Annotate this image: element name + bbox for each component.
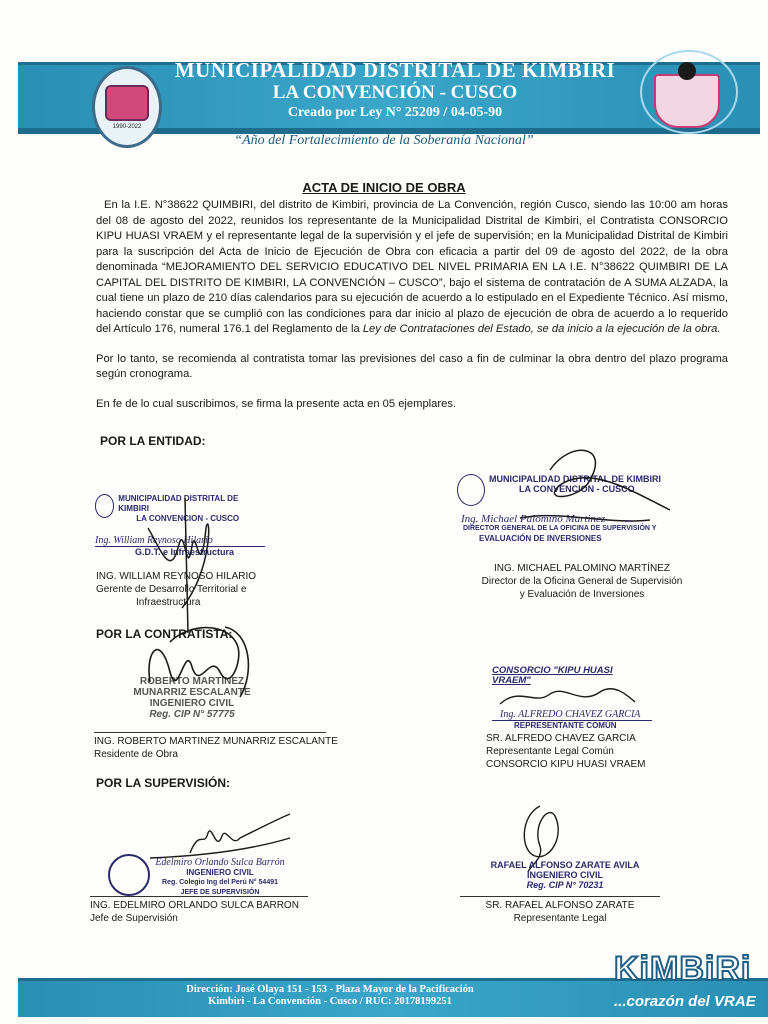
kimbiri-slogan: ...corazón del VRAE — [614, 993, 756, 1010]
stamp-role: EVALUACIÓN DE INVERSIONES — [479, 534, 602, 543]
edelmiro-signature-block — [90, 896, 330, 925]
stamp-line: INGENIERO CIVIL — [526, 870, 603, 880]
stamp-line: MUNICIPALIDAD DISTRITAL DE KIMBIRI — [489, 474, 661, 484]
signer-name: ING. MICHAEL PALOMINO MARTÍNEZ — [494, 563, 670, 574]
stamp-line: Reg. Colegio Ing del Perú N° 54491 — [162, 879, 278, 886]
stamp-line: RAFAEL ALFONSO ZARATE AVILA — [490, 860, 640, 870]
stamp-line: INGENIERO CIVIL — [149, 698, 235, 709]
document-body — [96, 198, 728, 426]
alfredo-signature — [490, 676, 640, 716]
kimbiri-logo: KiMBiRi — [614, 950, 752, 988]
stamp-name: Ing. ALFREDO CHAVEZ GARCIA — [500, 709, 641, 720]
stamp-name: Edelmiro Orlando Sulca Barrón — [155, 857, 285, 868]
signer-role: CONSORCIO KIPU HUASI VRAEM — [486, 759, 646, 770]
michael-signature — [480, 440, 680, 530]
signer-role: Representante Legal — [513, 913, 607, 924]
rafael-signature-block — [460, 896, 660, 925]
stamp-line: MUNARRIZ ESCALANTE — [133, 687, 251, 698]
year-motto: “Año del Fortalecimiento de la Soberanía Nacional” — [234, 133, 534, 148]
signer-role: Infraestructura — [136, 597, 201, 608]
signer-name: ING. EDELMIRO ORLANDO SULCA BARRON — [90, 900, 299, 911]
footer-line: Kimbiri - La Convención - Cusco / RUC: 20178199251 — [208, 996, 452, 1007]
paragraph-1 — [96, 198, 728, 338]
roberto-signature — [130, 612, 260, 722]
stamp-line: LA CONVENCION - CUSCO — [136, 514, 240, 523]
document-title: ACTA DE INICIO DE OBRA — [302, 180, 466, 195]
municipal-seal-icon — [95, 494, 114, 518]
footer-address — [90, 984, 570, 1008]
signer-name: ING. WILLIAM REYNOSO HILARIO — [96, 571, 257, 582]
michael-signature-block — [472, 562, 692, 601]
section-supervision: POR LA SUPERVISIÓN: — [96, 776, 231, 790]
paragraph-2: Por lo tanto, se recomienda al contratista tomar las previsiones del caso a fin de culminar la obra dentro del plazo programa según cronograma. — [96, 352, 728, 380]
roberto-signature-block — [94, 732, 344, 761]
william-signature-block — [96, 570, 286, 609]
stamp-role: G.D.T. e Infraestructura — [95, 546, 265, 557]
signer-role: Residente de Obra — [94, 749, 178, 760]
engineer-seal-icon — [108, 854, 150, 896]
header-text — [150, 58, 640, 122]
stamp-line: MUNICIPALIDAD DISTRITAL DE KIMBIRI — [118, 494, 239, 513]
stamp-name: Ing. William Reynoso Hilario — [95, 535, 213, 546]
municipality-subtitle: LA CONVENCIÓN - CUSCO — [272, 82, 518, 103]
peru-coat-of-arms-icon — [640, 42, 738, 134]
signer-name: SR. RAFAEL ALFONSO ZARATE — [485, 900, 635, 911]
peru-crest-text: REPÚBLICA DEL PERÚ — [648, 42, 732, 62]
stamp-line: CONSORCIO "KIPU HUASI VRAEM" — [492, 665, 613, 686]
signer-role: Jefe de Supervisión — [90, 913, 178, 924]
signer-role: Gerente de Desarrollo Territorial e — [96, 584, 247, 595]
municipal-crest-icon: 1990-2022 — [92, 66, 162, 148]
stamp-name: Ing. Michael Palomino Martinez — [461, 513, 606, 525]
signer-name: SR. ALFREDO CHAVEZ GARCIA — [486, 733, 636, 744]
signer-role: Representante Legal Común — [486, 746, 614, 757]
edelmiro-stamp — [150, 858, 290, 898]
stamp-line: INGENIERO CIVIL — [186, 868, 254, 877]
section-contratista: POR LA CONTRATISTA: — [96, 627, 233, 641]
stamp-line: Reg. CIP N° 57775 — [149, 709, 235, 720]
stamp-role: REPRESENTANTE COMÚN — [492, 720, 652, 731]
signer-role: Director de la Oficina General de Supervisión — [481, 576, 683, 587]
paragraph-1-text: En la I.E. N°38622 QUIMBIRI, del distrito de Kimbiri, provincia de La Convención, región Cusco, siendo las 10:00 am horas del 08 de agosto del 2022, reunidos los representante de la Municipalidad Distrital de Kimbiri, el Contratista CONSORCIO KIPU HUASI VRAEM y el representante legal de la supervisión y el jefe de supervisión; en la Municipalidad Distrital de Kimbiri para la suscripción del Acta de Inicio de Ejecución de Obra con eficacia a partir del 09 de agosto del 2022, de la obra denominada “MEJORAMIENTO DEL SERVICIO EDUCATIVO DEL NIVEL PRIMARIA EN LA I.E. N°38622 QUIMBIRI DE LA CAPITAL DEL DISTRITO DE KIMBIRI, LA CONVENCIÓN – CUSCO”, bajo el sistema de contratación de A SUMA ALZADA, la cual tiene un plazo de 210 días calendarios para su ejecución de acuerdo a lo estipulado en el Expediente Técnico. Así mismo, haciendo constar que se cumplió con las condiciones para dar inicio al plazo de ejecución de obra de acuerdo a lo requerido del Artículo 176, numeral 176.1 del Reglamento de la — [96, 199, 728, 335]
section-entidad: POR LA ENTIDAD: — [100, 434, 206, 448]
signer-name: ING. ROBERTO MARTINEZ MUNARRIZ ESCALANTE — [94, 736, 338, 747]
stamp-line: LA CONVENCION - CUSCO — [519, 484, 635, 494]
creation-law: Creado por Ley N° 25209 / 04-05-90 — [287, 105, 503, 120]
stamp-line: Reg. CIP N° 70231 — [526, 880, 604, 890]
municipality-title: MUNICIPALIDAD DISTRITAL DE KIMBIRI — [174, 58, 616, 82]
stamp-line: ROBERTO MARTINEZ — [139, 676, 245, 687]
paragraph-1-italic: Ley de Contrataciones del Estado, se da inicio a la ejecución de la obra. — [362, 323, 721, 335]
stamp-line: JEFE DE SUPERVISIÓN — [180, 889, 260, 896]
paragraph-3: En fe de lo cual suscribimos, se firma la presente acta en 05 ejemplares. — [96, 397, 457, 410]
rafael-stamp — [470, 860, 660, 890]
footer-line: Dirección: José Olaya 151 - 153 - Plaza Mayor de la Pacificación — [186, 984, 474, 995]
stamp-role: DIRECTOR GENERAL DE LA OFICINA DE SUPERVISIÓN Y — [463, 525, 657, 532]
alfredo-signature-block — [486, 732, 706, 771]
signer-role: y Evaluación de Inversiones — [519, 589, 645, 600]
